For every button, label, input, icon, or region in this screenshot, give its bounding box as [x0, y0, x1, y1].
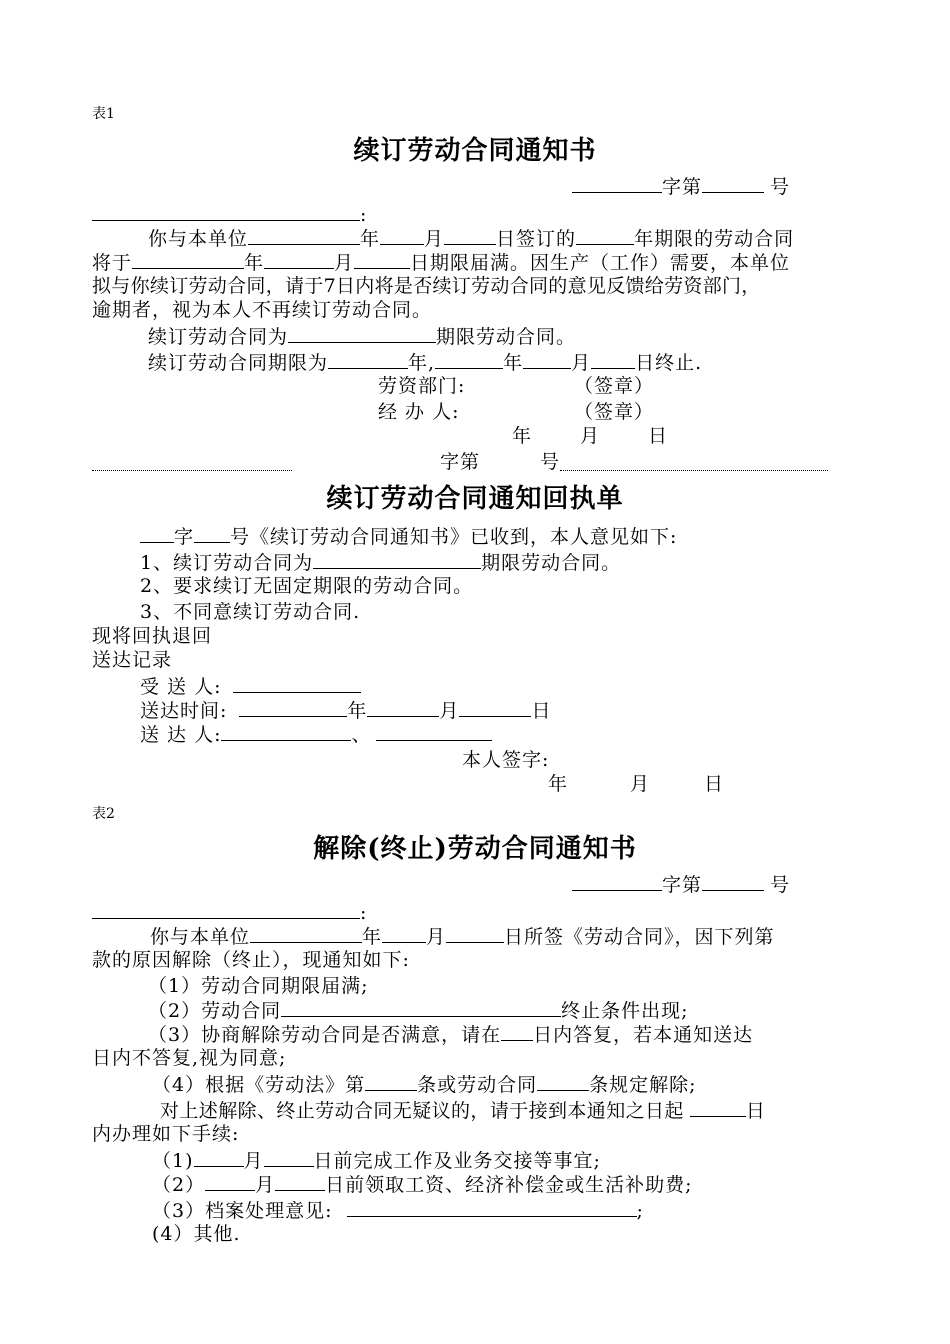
receipt-time: 送达时间: 年 月 日	[140, 700, 552, 722]
table2-step-3: （3）档案处理意见: ;	[152, 1200, 644, 1222]
receipt-option-2: 2、要求续订无固定期限的劳动合同。	[140, 575, 474, 597]
receipt-date-year: 年	[548, 773, 569, 795]
table1-label: 表1	[92, 106, 115, 122]
cut-ref-hao: 号	[540, 451, 561, 473]
receipt-title: 续订劳动合同通知回执单	[326, 484, 624, 514]
blank[interactable]	[250, 924, 362, 943]
receipt-sender: 送 达 人: 、	[140, 722, 492, 747]
table2-no-objection-cont: 内办理如下手续:	[92, 1123, 240, 1145]
blank[interactable]	[313, 550, 481, 569]
ref-blank[interactable]	[572, 872, 662, 891]
receipt-date-day: 日	[704, 773, 725, 795]
table1-dept: 劳资部门:	[378, 375, 466, 397]
receipt-sign: 本人签字:	[462, 749, 550, 771]
blank[interactable]	[264, 250, 334, 269]
blank[interactable]	[281, 998, 561, 1017]
table1-handler: 经 办 人:	[378, 401, 460, 423]
table1-para-line3: 拟与你续订劳动合同，请于7日内将是否续订劳动合同的意见反馈给劳资部门，	[92, 275, 761, 297]
table1-date-day: 日	[648, 425, 669, 447]
blank[interactable]	[591, 350, 635, 369]
table2-item-3: （3）协商解除劳动合同是否满意，请在 日内答复，若本通知送达	[148, 1024, 754, 1046]
table1-para-line4: 逾期者，视为本人不再续订劳动合同。	[92, 299, 433, 321]
blank[interactable]	[537, 1072, 589, 1091]
blank[interactable]	[264, 1148, 314, 1167]
blank[interactable]	[576, 226, 634, 245]
blank[interactable]	[288, 324, 436, 343]
receipt-option-3: 3、不同意续订劳动合同.	[140, 601, 361, 623]
blank[interactable]	[205, 1172, 255, 1191]
table2-step-1: （1) 月 日前完成工作及业务交接等事宜;	[152, 1150, 601, 1172]
blank[interactable]	[248, 226, 360, 245]
blank[interactable]	[459, 698, 531, 717]
cut-ref-zi: 字第	[440, 451, 481, 473]
cut-line-left	[92, 470, 292, 471]
table2-step-2: （2） 月 日前领取工资、经济补偿金或生活补助费;	[152, 1174, 693, 1196]
table2-item-1: （1）劳动合同期限届满;	[148, 975, 369, 997]
blank[interactable]	[382, 924, 426, 943]
table2-step-4: (4）其他.	[152, 1223, 241, 1245]
blank[interactable]	[140, 524, 174, 543]
blank[interactable]	[194, 1148, 244, 1167]
receipt-record: 送达记录	[92, 649, 173, 671]
table1-para-line2: 将于 年 月 日期限届满。因生产（工作）需要，本单位	[92, 252, 791, 274]
table1-title: 续订劳动合同通知书	[353, 136, 597, 166]
table1-renew-period: 续订劳动合同期限为 年, 年 月 日终止.	[148, 352, 703, 374]
blank[interactable]	[221, 722, 351, 741]
cut-line-right	[560, 470, 828, 471]
table2-label: 表2	[92, 806, 115, 822]
table1-date-year: 年	[512, 425, 533, 447]
blank[interactable]	[194, 524, 230, 543]
blank[interactable]	[690, 1098, 746, 1117]
table2-addressee: :	[92, 900, 367, 925]
table1-seal1: （签章）	[574, 375, 655, 397]
ref-blank[interactable]	[702, 174, 764, 193]
blank[interactable]	[239, 698, 347, 717]
blank[interactable]	[444, 226, 496, 245]
table1-addressee: :	[92, 202, 367, 227]
table2-no-objection: 对上述解除、终止劳动合同无疑议的，请于接到本通知之日起 日	[160, 1100, 766, 1122]
table2-ref-number: 字第 号	[572, 872, 790, 897]
blank[interactable]	[347, 1198, 637, 1217]
blank[interactable]	[354, 250, 410, 269]
blank[interactable]	[446, 924, 504, 943]
table2-item-2: （2）劳动合同 终止条件出现;	[148, 1000, 689, 1022]
receipt-option-1: 1、续订劳动合同为 期限劳动合同。	[140, 552, 622, 574]
ref-blank[interactable]	[702, 872, 764, 891]
table1-date-month: 月	[580, 425, 601, 447]
blank[interactable]	[132, 250, 244, 269]
blank[interactable]	[435, 350, 503, 369]
blank[interactable]	[233, 674, 361, 693]
blank[interactable]	[367, 698, 439, 717]
blank[interactable]	[365, 1072, 417, 1091]
table1-seal2: （签章）	[574, 401, 655, 423]
receipt-recipient: 受 送 人:	[140, 674, 361, 699]
table2-item-4: （4）根据《劳动法》第 条或劳动合同 条规定解除;	[152, 1074, 697, 1096]
receipt-date-month: 月	[630, 773, 651, 795]
addressee-blank[interactable]	[92, 900, 360, 919]
table1-ref-number: 字第 号	[572, 174, 790, 199]
table2-para-line2: 款的原因解除（终止），现通知如下:	[92, 949, 410, 971]
blank[interactable]	[380, 226, 424, 245]
blank[interactable]	[501, 1022, 533, 1041]
receipt-intro: 字 号《续订劳动合同通知书》已收到，本人意见如下:	[140, 524, 677, 549]
table2-item-3-cont: 日内不答复,视为同意;	[92, 1047, 287, 1069]
blank[interactable]	[376, 722, 492, 741]
blank[interactable]	[275, 1172, 325, 1191]
blank[interactable]	[328, 350, 408, 369]
table2-para-line1: 你与本单位 年 月 日所签《劳动合同》，因下列第	[150, 926, 775, 948]
table1-renew-type: 续订劳动合同为 期限劳动合同。	[148, 326, 577, 348]
receipt-return: 现将回执退回	[92, 625, 213, 647]
table1-para-line1: 你与本单位 年 月 日签订的 年期限的劳动合同	[148, 228, 795, 250]
addressee-blank[interactable]	[92, 202, 360, 221]
table2-title: 解除(终止)劳动合同通知书	[313, 834, 637, 864]
blank[interactable]	[523, 350, 571, 369]
ref-blank[interactable]	[572, 174, 662, 193]
